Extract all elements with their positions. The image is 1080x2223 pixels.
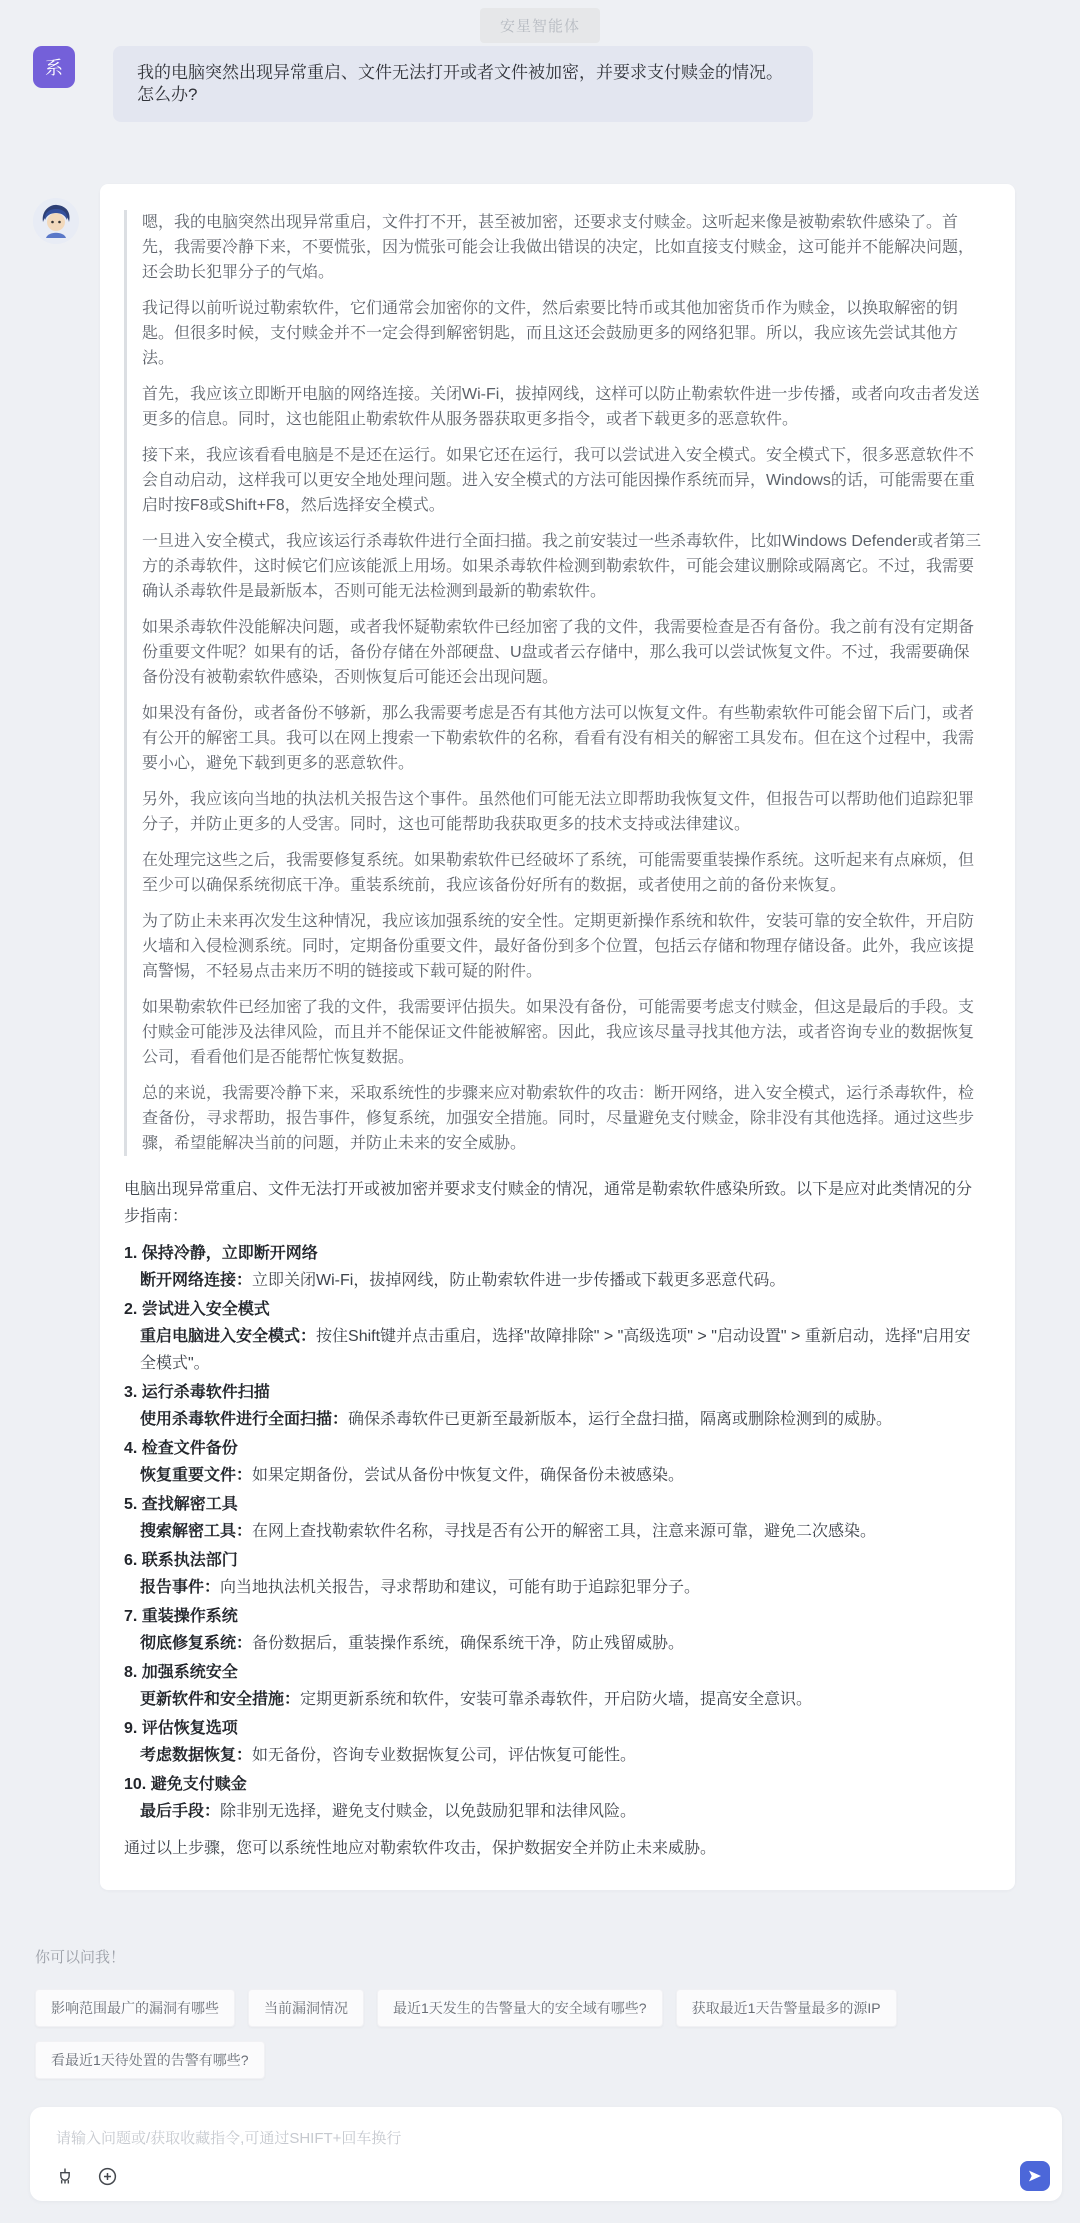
suggestions-section: [0, 1890, 1080, 2079]
thinking-paragraph: 总的来说，我需要冷静下来，采取系统性的步骤来应对勒索软件的攻击：断开网络，进入安全模式，运行杀毒软件，检查备份，寻求帮助，报告事件，修复系统，加强安全措施。同时，尽量避免支付赎金，除非没有其他选择。通过这些步骤，希望能解决当前的问题，并防止未来的安全威胁。: [142, 1085, 975, 1152]
suggestion-chip[interactable]: 看最近1天待处置的告警有哪些?: [35, 2041, 265, 2079]
thinking-paragraph: 如果勒索软件已经加密了我的文件，我需要评估损失。如果没有备份，可能需要考虑支付赎金，但这是最后的手段。支付赎金可能涉及法律风险，而且并不能保证文件能被解密。因此，我应该尽量寻找其他方法，或者咨询专业的数据恢复公司，看看他们是否能帮忙恢复数据。: [142, 999, 975, 1066]
page-bottom-strip: [0, 2201, 1080, 2223]
step-item: 8. 加强系统安全 更新软件和安全措施：定期更新系统和软件，安装可靠杀毒软件，开启防火墙，提高安全意识。: [124, 1664, 813, 1708]
suggestion-chip[interactable]: 最近1天发生的告警量大的安全域有哪些?: [377, 1989, 663, 2027]
user-avatar: 系: [33, 46, 75, 88]
step-item: 9. 评估恢复选项 考虑数据恢复：如无备份，咨询专业数据恢复公司，评估恢复可能性。: [124, 1720, 637, 1764]
step-item: 2. 尝试进入安全模式 重启电脑进入安全模式：按住Shift键并点击重启，选择"故障排除" > "高级选项" > "启动设置" > 重新启动，选择"启用安全模式"。: [124, 1301, 971, 1372]
thinking-paragraph: 嗯，我的电脑突然出现异常重启，文件打不开，甚至被加密，还要求支付赎金。这听起来像是被勒索软件感染了。首先，我需要冷静下来，不要慌张，因为慌张可能会让我做出错误的决定，比如直接支付赎金，这可能并不能解决问题，还会助长犯罪分子的气焰。: [142, 214, 975, 281]
assistant-avatar: [33, 198, 79, 244]
suggestion-chip[interactable]: 影响范围最广的漏洞有哪些: [35, 1989, 235, 2027]
thinking-paragraph: 如果没有备份，或者备份不够新，那么我需要考虑是否有其他方法可以恢复文件。有些勒索软件可能会留下后门，或者有公开的解密工具。我可以在网上搜索一下勒索软件的名称，看看有没有相关的解密工具发布。但在这个过程中，我需要小心，避免下载到更多的恶意软件。: [142, 705, 975, 772]
thinking-paragraph: 我记得以前听说过勒索软件，它们通常会加密你的文件，然后索要比特币或其他加密货币作为赎金，以换取解密的钥匙。但很多时候，支付赎金并不一定会得到解密钥匙，而且这还会鼓励更多的网络犯罪。所以，我应该先尝试其他方法。: [142, 300, 959, 367]
step-item: 6. 联系执法部门 报告事件：向当地执法机关报告，寻求帮助和建议，可能有助于追踪犯罪分子。: [124, 1552, 701, 1596]
add-attachment-icon[interactable]: [96, 2165, 118, 2187]
thinking-paragraph: 如果杀毒软件没能解决问题，或者我怀疑勒索软件已经加密了我的文件，我需要检查是否有备份。我之前有没有定期备份重要文件呢？如果有的话，备份存储在外部硬盘、U盘或者云存储中，那么我可以尝试恢复文件。不过，我需要确保备份没有被勒索软件感染，否则恢复后可能还会出现问题。: [142, 619, 975, 686]
suggestions-title: 你可以问我！: [35, 1949, 126, 1966]
step-item: 5. 查找解密工具 搜索解密工具：在网上查找勒索软件名称，寻找是否有公开的解密工具，注意来源可靠，避免二次感染。: [124, 1496, 877, 1540]
user-message-bubble: 我的电脑突然出现异常重启、文件无法打开或者文件被加密，并要求支付赎金的情况。怎么办?: [113, 46, 813, 122]
step-item: 10. 避免支付赎金 最后手段：除非别无选择，避免支付赎金，以免鼓励犯罪和法律风险。: [124, 1776, 637, 1820]
step-item: 7. 重装操作系统 彻底修复系统：备份数据后，重装操作系统，确保系统干净，防止残留威胁。: [124, 1608, 685, 1652]
suggestion-chip[interactable]: 当前漏洞情况: [248, 1989, 364, 2027]
answer-block: [124, 1176, 985, 1862]
thinking-paragraph: 首先，我应该立即断开电脑的网络连接。关闭Wi-Fi，拔掉网线，这样可以防止勒索软件进一步传播，或者向攻击者发送更多的信息。同时，这也能阻止勒索软件从服务器获取更多指令，或者下载更多的恶意软件。: [142, 386, 980, 428]
step-item: 3. 运行杀毒软件扫描 使用杀毒软件进行全面扫描：确保杀毒软件已更新至最新版本，运行全盘扫描，隔离或删除检测到的威胁。: [124, 1384, 893, 1428]
agent-badge: 安星智能体: [480, 8, 600, 43]
thinking-paragraph: 接下来，我应该看看电脑是不是还在运行。如果它还在运行，我可以尝试进入安全模式。安全模式下，很多恶意软件不会自动启动，这样我可以更安全地处理问题。进入安全模式的方法可能因操作系统而异，Windows的话，可能需要在重启时按F8或Shift+F8，然后选择安全模式。: [142, 447, 975, 514]
suggestion-chip[interactable]: 获取最近1天告警量最多的源IP: [676, 1989, 897, 2027]
message-composer: [30, 2107, 1062, 2201]
thinking-paragraph: 在处理完这些之后，我需要修复系统。如果勒索软件已经破坏了系统，可能需要重装操作系统。这听起来有点麻烦，但至少可以确保系统彻底干净。重装系统前，我应该备份好所有的数据，或者使用之前的备份来恢复。: [142, 852, 975, 894]
assistant-message-row: [0, 122, 1080, 1890]
step-item: 1. 保持冷静，立即断开网络 断开网络连接：立即关闭Wi-Fi，拔掉网线，防止勒索软件进一步传播或下载更多恶意代码。: [124, 1245, 786, 1289]
step-item: 4. 检查文件备份 恢复重要文件：如果定期备份，尝试从备份中恢复文件，确保备份未被感染。: [124, 1440, 685, 1484]
thinking-block: [124, 210, 985, 1156]
thinking-paragraph: 为了防止未来再次发生这种情况，我应该加强系统的安全性。定期更新操作系统和软件，安装可靠的安全软件，开启防火墙和入侵检测系统。同时，定期备份重要文件，最好备份到多个位置，包括云存储和物理存储设备。此外，我应该提高警惕，不轻易点击来历不明的链接或下载可疑的附件。: [142, 913, 975, 980]
thinking-paragraph: 一旦进入安全模式，我应该运行杀毒软件进行全面扫描。我之前安装过一些杀毒软件，比如Windows Defender或者第三方的杀毒软件，这时候它们应该能派上用场。如果杀毒软件检测到勒索软件，可能会建议删除或隔离它。不过，我需要确认杀毒软件是最新版本，否则可能无法检测到最新的勒索软件。: [142, 533, 982, 600]
clear-chat-icon[interactable]: [54, 2165, 76, 2187]
assistant-response-card: [100, 184, 1015, 1890]
answer-intro: 电脑出现异常重启、文件无法打开或被加密并要求支付赎金的情况，通常是勒索软件感染所致。以下是应对此类情况的分步指南：: [124, 1181, 973, 1225]
assistant-avatar-icon: [33, 198, 79, 244]
send-icon: [1027, 2168, 1043, 2184]
thinking-paragraph: 另外，我应该向当地的执法机关报告这个事件。虽然他们可能无法立即帮助我恢复文件，但报告可以帮助他们追踪犯罪分子，并防止更多的人受害。同时，这也可能帮助我获取更多的技术支持或法律建议。: [142, 791, 975, 833]
send-button[interactable]: [1020, 2161, 1050, 2191]
message-input[interactable]: [30, 2107, 1062, 2163]
answer-closing: 通过以上步骤，您可以系统性地应对勒索软件攻击，保护数据安全并防止未来威胁。: [124, 1840, 717, 1857]
